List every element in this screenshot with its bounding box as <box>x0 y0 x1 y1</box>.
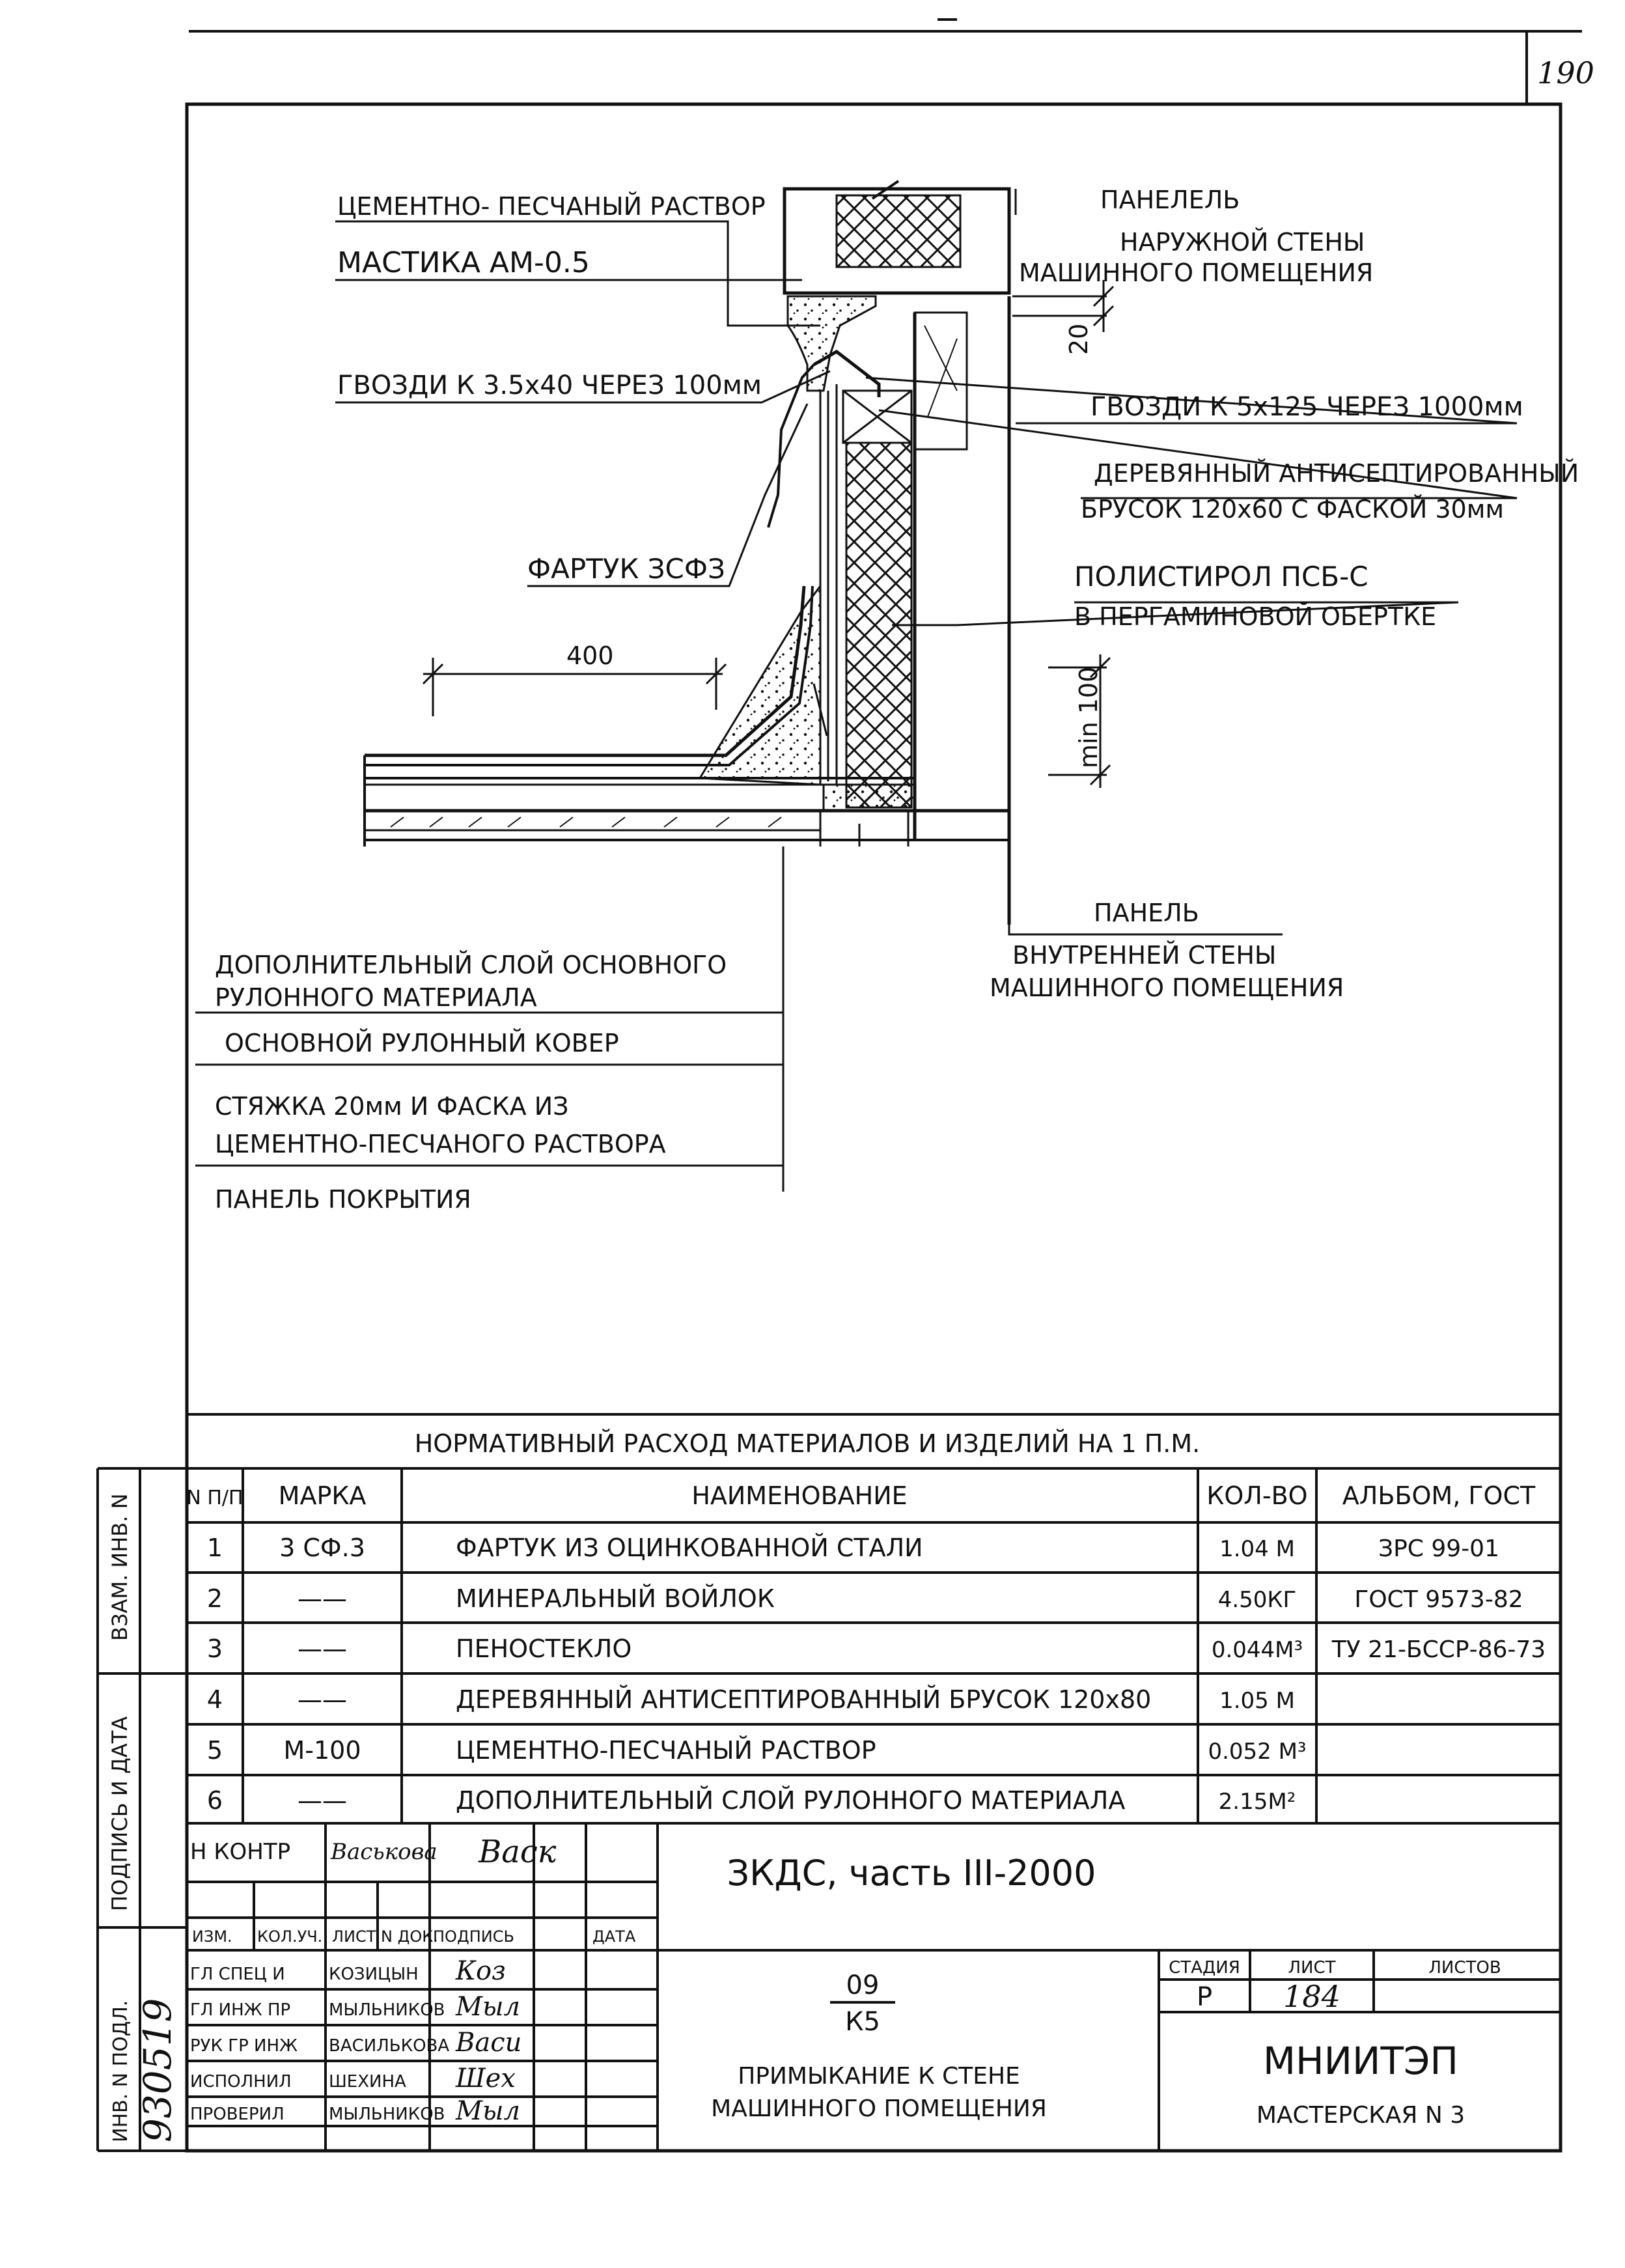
cell-num: 4 <box>206 1685 223 1714</box>
page-number: 190 <box>1537 55 1594 91</box>
col-list: ЛИСТ <box>332 1927 376 1946</box>
cell-qty: 0.044М³ <box>1211 1637 1303 1663</box>
staff-name: ШЕХИНА <box>329 2072 406 2092</box>
sheet-value: 184 <box>1283 1979 1340 2014</box>
cell-name: ДОПОЛНИТЕЛЬНЫЙ СЛОЙ РУЛОННОГО МАТЕРИАЛА <box>456 1786 1126 1815</box>
staff-signature: Шех <box>456 2064 516 2093</box>
cell-name: ДЕРЕВЯННЫЙ АНТИСЕПТИРОВАННЫЙ БРУСОК 120x80 <box>456 1685 1152 1714</box>
staff-row <box>190 1956 506 1986</box>
header-qty: КОЛ-ВО <box>1206 1481 1308 1510</box>
label-dim-min100: min 100 <box>1074 666 1103 768</box>
header-num: N П/П <box>186 1487 243 1509</box>
cell-name: МИНЕРАЛЬНЫЙ ВОЙЛОК <box>456 1584 775 1613</box>
cell-num: 1 <box>206 1533 223 1562</box>
inventory-number: 930519 <box>135 1998 180 2142</box>
layer-extra-2: РУЛОННОГО МАТЕРИАЛА <box>215 983 537 1012</box>
staff-signature: Мыл <box>456 1992 521 2022</box>
label-outer-panel-3: МАШИННОГО ПОМЕЩЕНИЯ <box>1019 259 1374 287</box>
sheet-title-1: ПРИМЫКАНИЕ К СТЕНЕ <box>738 2063 1020 2090</box>
staff-row <box>190 1992 520 2022</box>
staff-role: РУК ГР ИНЖ <box>190 2036 298 2056</box>
header-ref: АЛЬБОМ, ГОСТ <box>1342 1481 1536 1510</box>
cell-num: 6 <box>206 1786 223 1815</box>
cell-num: 3 <box>206 1634 223 1663</box>
staff-role: ПРОВЕРИЛ <box>190 2105 285 2124</box>
label-apron: ФАРТУК ЗСФЗ <box>527 553 725 585</box>
label-nails-large: ГВОЗДИ К 5x125 ЧЕРЕЗ 1000мм <box>1090 392 1523 422</box>
label-inner-panel-2: ВНУТРЕННЕЙ СТЕНЫ <box>1012 941 1277 970</box>
stage-label: СТАДИЯ <box>1169 1958 1240 1978</box>
org-name: МНИИТЭП <box>1263 2039 1458 2083</box>
layer-screed-2: ЦЕМЕНТНО-ПЕСЧАНОГО РАСТВОРА <box>215 1130 666 1158</box>
cell-ref: ТУ 21-БССР-86-73 <box>1331 1636 1546 1663</box>
table-row <box>207 1634 1546 1663</box>
cell-name: ПЕНОСТЕКЛО <box>456 1634 632 1663</box>
label-inner-panel-1: ПАНЕЛЬ <box>1094 899 1199 927</box>
cell-mark: 3 СФ.3 <box>279 1533 365 1562</box>
n-kontr-name: Васькова <box>331 1839 438 1865</box>
header-mark: МАРКА <box>278 1481 367 1510</box>
cell-qty: 1.05 М <box>1219 1688 1295 1714</box>
label-bar-2: БРУСОК 120x60 С ФАСКОЙ 30мм <box>1081 495 1505 524</box>
staff-role: ГЛ ИНЖ ПР <box>190 2000 291 2020</box>
staff-name: ВАСИЛЬКОВА <box>329 2036 450 2056</box>
staff-row <box>190 2064 516 2093</box>
cell-mark: —— <box>298 1786 347 1815</box>
staff-role: ГЛ СПЕЦ И <box>190 1965 285 1984</box>
table-row <box>207 1736 1307 1765</box>
col-data: ДАТА <box>592 1927 636 1946</box>
label-polystyrene-2: В ПЕРГАМИНОВОЙ ОБЕРТКЕ <box>1074 602 1437 631</box>
staff-name: КОЗИЦЫН <box>329 1965 419 1984</box>
staff-signature: Мыл <box>456 2096 521 2126</box>
cell-mark: М-100 <box>283 1736 361 1765</box>
table-row <box>207 1584 1523 1613</box>
sheets-label: ЛИСТОВ <box>1428 1958 1501 1978</box>
label-dim-400: 400 <box>566 641 614 670</box>
cell-qty: 1.04 М <box>1219 1536 1295 1562</box>
label-mortar: ЦЕМЕНТНО- ПЕСЧАНЫЙ РАСТВОР <box>337 192 766 221</box>
n-kontr-label: Н КОНТР <box>190 1839 291 1865</box>
label-inner-panel-3: МАШИННОГО ПОМЕЩЕНИЯ <box>990 973 1344 1002</box>
stamp-signature-date: ПОДПИСЬ И ДАТА <box>107 1716 132 1911</box>
title-col-headers <box>192 1927 636 1946</box>
staff-name: МЫЛЬНИКОВ <box>329 2000 445 2020</box>
label-dim-20: 20 <box>1064 323 1093 355</box>
materials-header <box>186 1481 1536 1510</box>
materials-title: НОРМАТИВНЫЙ РАСХОД МАТЕРИАЛОВ И ИЗДЕЛИЙ НА 1 П.М. <box>414 1429 1201 1458</box>
cell-mark: —— <box>298 1685 347 1714</box>
stage-value: Р <box>1196 1982 1213 2012</box>
label-outer-panel-1: ПАНЕЛЕЛЬ <box>1100 186 1240 214</box>
cell-name: ФАРТУК ИЗ ОЦИНКОВАННОЙ СТАЛИ <box>456 1533 923 1562</box>
staff-row <box>190 2028 521 2058</box>
cell-qty: 0.052 М³ <box>1208 1739 1307 1765</box>
label-outer-panel-2: НАРУЖНОЙ СТЕНЫ <box>1120 228 1365 257</box>
col-izm: ИЗМ. <box>192 1927 232 1946</box>
label-mastic: МАСТИКА АМ-0.5 <box>337 246 590 279</box>
label-bar-1: ДЕРЕВЯННЫЙ АНТИСЕПТИРОВАННЫЙ <box>1094 459 1579 488</box>
staff-name: МЫЛЬНИКОВ <box>329 2105 445 2124</box>
workshop-name: МАСТЕРСКАЯ N 3 <box>1256 2102 1465 2129</box>
cell-num: 2 <box>206 1584 223 1613</box>
header-name: НАИМЕНОВАНИЕ <box>691 1481 908 1510</box>
doc-title: ЗКДС, часть III-2000 <box>727 1853 1096 1894</box>
table-row <box>207 1786 1296 1815</box>
col-podpis: ПОДПИСЬ <box>433 1927 514 1946</box>
label-nails-small: ГВОЗДИ К 3.5x40 ЧЕРЕЗ 100мм <box>337 371 762 400</box>
staff-rows <box>190 1956 521 2126</box>
staff-role: ИСПОЛНИЛ <box>190 2072 292 2092</box>
staff-row <box>190 2096 520 2126</box>
cell-qty: 4.50КГ <box>1217 1587 1297 1613</box>
cell-name: ЦЕМЕНТНО-ПЕСЧАНЫЙ РАСТВОР <box>456 1736 876 1765</box>
col-n-dok: N ДОК. <box>381 1927 438 1946</box>
staff-signature: Васи <box>456 2028 522 2058</box>
col-kol-uch: КОЛ.УЧ. <box>257 1927 323 1946</box>
table-row <box>207 1685 1295 1714</box>
layer-extra-1: ДОПОЛНИТЕЛЬНЫЙ СЛОЙ ОСНОВНОГО <box>215 951 727 979</box>
layer-roof-panel: ПАНЕЛЬ ПОКРЫТИЯ <box>215 1185 471 1214</box>
cell-num: 5 <box>206 1736 223 1765</box>
cell-ref: ГОСТ 9573-82 <box>1354 1586 1523 1613</box>
layer-main-carpet: ОСНОВНОЙ РУЛОННЫЙ КОВЕР <box>225 1029 619 1057</box>
cell-qty: 2.15М² <box>1218 1789 1296 1815</box>
cell-ref: ЗРС 99-01 <box>1378 1535 1499 1562</box>
staff-signature: Коз <box>456 1956 506 1986</box>
layer-screed-1: СТЯЖКА 20мм И ФАСКА ИЗ <box>215 1092 569 1121</box>
sheet-title-2: МАШИННОГО ПОМЕЩЕНИЯ <box>711 2095 1047 2122</box>
cell-mark: —— <box>298 1584 347 1613</box>
cell-mark: —— <box>298 1634 347 1663</box>
code-bottom: К5 <box>845 2007 880 2037</box>
stamp-inventory: ИНВ. N ПОДЛ. <box>109 2000 132 2142</box>
sheet-label: ЛИСТ <box>1288 1958 1336 1978</box>
label-polystyrene-1: ПОЛИСТИРОЛ ПСБ-С <box>1074 561 1368 593</box>
n-kontr-signature: Васк <box>479 1834 557 1870</box>
stamp-replaced: ВЗАМ. ИНВ. N <box>107 1493 132 1641</box>
code-top: 09 <box>846 1970 880 2000</box>
